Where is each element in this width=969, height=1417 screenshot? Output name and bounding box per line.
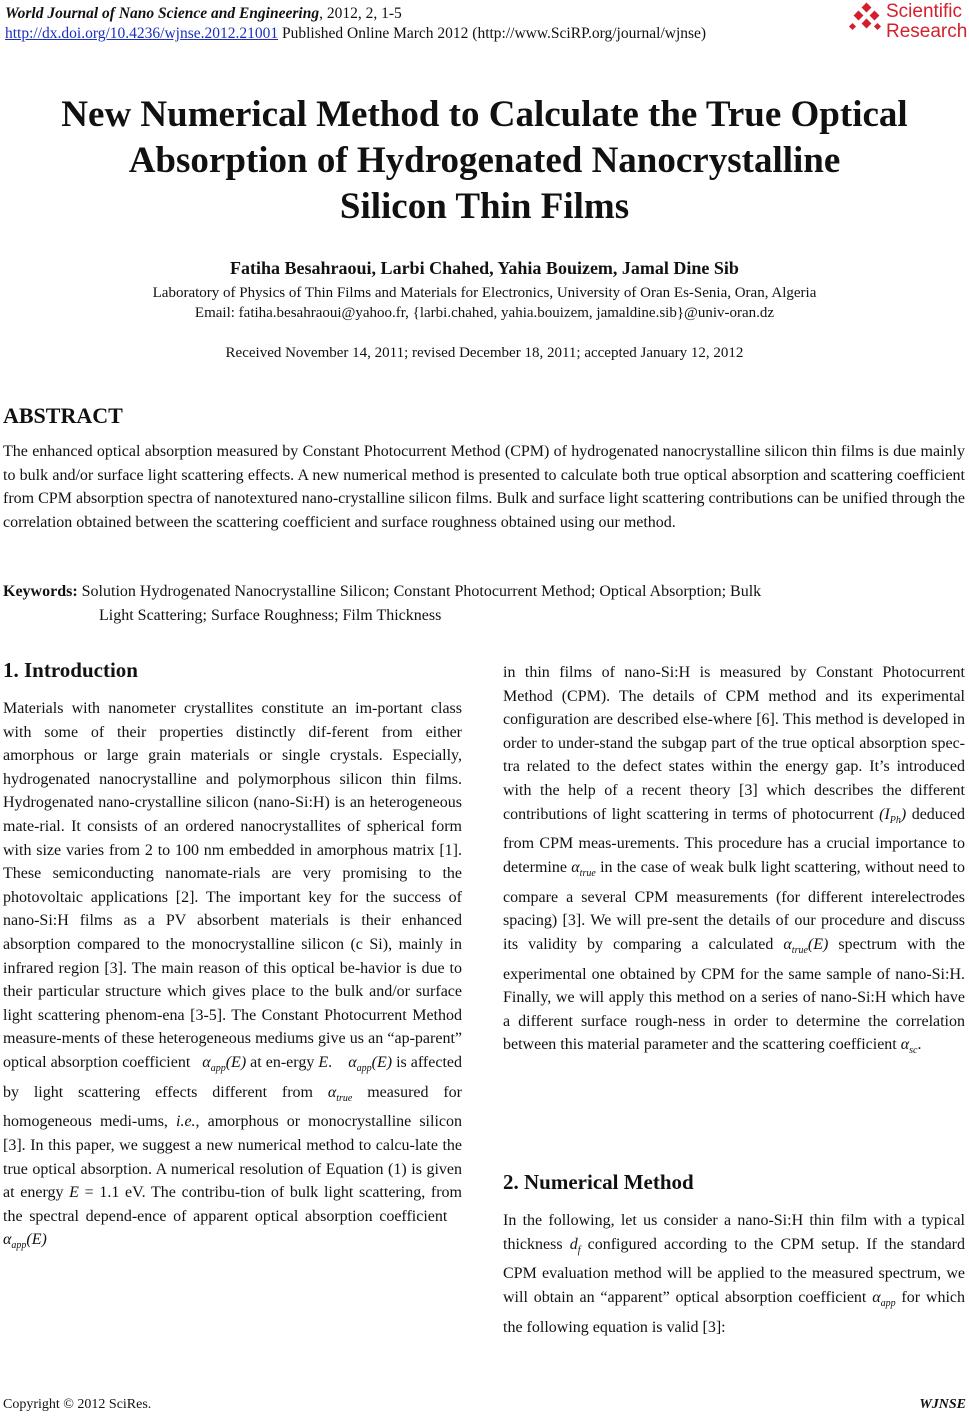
paper-title: New Numerical Method to Calculate the True Optical Absorption of Hydrogenated Nanocrystalline Silicon Thin Films	[61, 94, 908, 227]
keywords-line2: Light Scattering; Surface Roughness; Film Thickness	[99, 606, 442, 624]
journal-abbrev: WJNSE	[919, 1397, 966, 1412]
math-alpha-true: $\alpha_{true}$	[571, 858, 596, 880]
abstract-heading: ABSTRACT	[3, 403, 123, 428]
introduction-paragraph: Materials with nanometer crystallites constitute an im-portant class with some of their properties distinctly dif-ferent from either amorphous or large grain materials or single crystals. Especially, hydrogenated nanocrystalline and polymorphous silicon thin films. Hydrogenated nano-crystalline silicon (nano-Si:H) is an heterogeneous mate-rial. It consists of an ordered nanocrystallites of spherical form with size varies from 2 to 100 nm embedded in amorphous matrix [1]. These semiconducting nanomate-rials are very promising to the photovoltaic applications [2]. The important key for the success of nano-Si:H films as a PV absorbent materials is their enhanced absorption compared to the monocrystalline silicon (c Si), mainly in infrared region [3]. The main reason of this optical be-havior is due to their particular structure which gives place to the bulk and/or surface light scattering phenom-ena [3-5]. The Constant Photocurrent Method measure-ments of these heterogeneous mediums give us an “ap-parent” optical absorption coefficient $\alpha_{app}(E)$ at en-ergy E. $\alpha_{app}(E)$ is affected by light scattering effects different from $\alpha_{true}$ measured for homogeneous medi-ums, i.e., amorphous or monocrystalline silicon [3]. In this paper, we suggest a new numerical method to calcu-late the true optical absorption. A numerical resolution of Equation (1) is given at energy E = 1.1 eV. The contribu-tion of bulk light scattering, from the spectral depend-ence of apparent optical absorption coefficient $\alpha_{app}(E)$	[3, 700, 462, 1252]
journal-citation: , 2012, 2, 1-5	[319, 5, 402, 22]
received-dates: Received November 14, 2011; revised December 18, 2011; accepted January 12, 2012	[225, 345, 744, 361]
published-note: Published Online March 2012 (http://www.SciRP.org/journal/wjnse)	[278, 25, 707, 42]
numerical-method-paragraph: In the following, let us consider a nano-Si:H thin film with a typical thickness $d_f$ configured according to the CPM setup. If the standard CPM evaluation method will be applied to the measured spectrum, we will obtain an “apparent” optical absorption coefficient $\alpha_{app}$ for which the following equation is valid [3]:	[503, 1212, 966, 1336]
keywords	[3, 580, 965, 627]
section-heading-introduction: 1. Introduction	[3, 658, 138, 682]
author-email: Email: fatiha.besahraoui@yahoo.fr, {larbi.chahed, yahia.bouizem, jamaldine.sib}@univ-oran.dz	[194, 305, 775, 321]
keywords-line1: Solution Hydrogenated Nanocrystalline Silicon; Constant Photocurrent Method; Optical Absorption; Bulk	[77, 583, 762, 600]
math-alpha-app-e: $\alpha_{app}(E)$	[348, 1053, 393, 1075]
affiliation: Laboratory of Physics of Thin Films and Materials for Electronics, University of Oran Es-Senia, Oran, Algeria	[152, 285, 817, 301]
logo-mark-icon	[850, 4, 884, 38]
math-photocurrent: $(I_{Ph})$	[879, 805, 907, 826]
math-alpha-app-e: $\alpha_{app}(E)$	[3, 1231, 47, 1252]
math-alpha-true-e: $\alpha_{true}(E)$	[783, 935, 829, 957]
page-footer	[3, 1397, 966, 1413]
introduction-paragraph-continued: in thin films of nano-Si:H is measured by Constant Photocurrent Method (CPM). The details of CPM method and its experimental configuration are described else-where [6]. This method is developed in order to under-stand the subgap part of the true optical absorption spec-tra related to the defect states within the energy gap. It’s introduced with the help of a recent theory [3] which describes the different contributions of light scattering in terms of photocurrent $(I_{Ph})$ deduced from CPM meas-urements. This procedure has a crucial importance to determine $\alpha_{true}$ in the case of weak bulk light scattering, without need to compare a several CPM measurements (for different interelectrodes spacing) [3]. We will pre-sent the details of our procedure and discuss its validity by comparing a calculated $\alpha_{true}(E)$ spectrum with the experimental one obtained by CPM for the same sample of nano-Si:H. Finally, we will apply this method on a series of nano-Si:H which have a different surface rough-ness in order to determine the correlation between this material parameter and the scattering coefficient $\alpha_{sc}$.	[503, 664, 966, 1057]
math-alpha-true: $\alpha_{true}$	[327, 1083, 353, 1104]
journal-header	[5, 4, 845, 44]
logo-text: Scientific Research	[886, 1, 968, 42]
math-alpha-app-e: $\alpha_{app}(E)$	[202, 1053, 247, 1075]
publisher-logo	[850, 2, 968, 46]
doi-link[interactable]: http://dx.doi.org/10.4236/wjnse.2012.21001	[5, 25, 279, 42]
math-alpha-sc: $\alpha_{sc}$	[900, 1036, 918, 1057]
section-heading-numerical-method: 2. Numerical Method	[503, 1170, 694, 1194]
math-film-thickness: $d_f$	[569, 1235, 581, 1256]
keywords-label: Keywords:	[3, 583, 78, 600]
author-list: Fatiha Besahraoui, Larbi Chahed, Yahia Bouizem, Jamal Dine Sib	[230, 258, 739, 278]
copyright: Copyright © 2012 SciRes.	[3, 1397, 152, 1412]
abstract-text: The enhanced optical absorption measured by Constant Photocurrent Method (CPM) of hydrogenated nanocrystalline silicon thin films is due mainly to bulk and/or surface light scattering effects. A new numerical method is presented to calculate both true optical absorption and scattering coefficient from CPM absorption spectra of nanotextured nano-crystalline silicon films. Bulk and surface light scattering contributions can be unified through the correlation obtained between the scattering coefficient and surface roughness obtained using our method.	[3, 443, 965, 531]
math-alpha-app: $\alpha_{app}$	[872, 1288, 896, 1310]
journal-name: World Journal of Nano Science and Engineering	[5, 5, 320, 22]
